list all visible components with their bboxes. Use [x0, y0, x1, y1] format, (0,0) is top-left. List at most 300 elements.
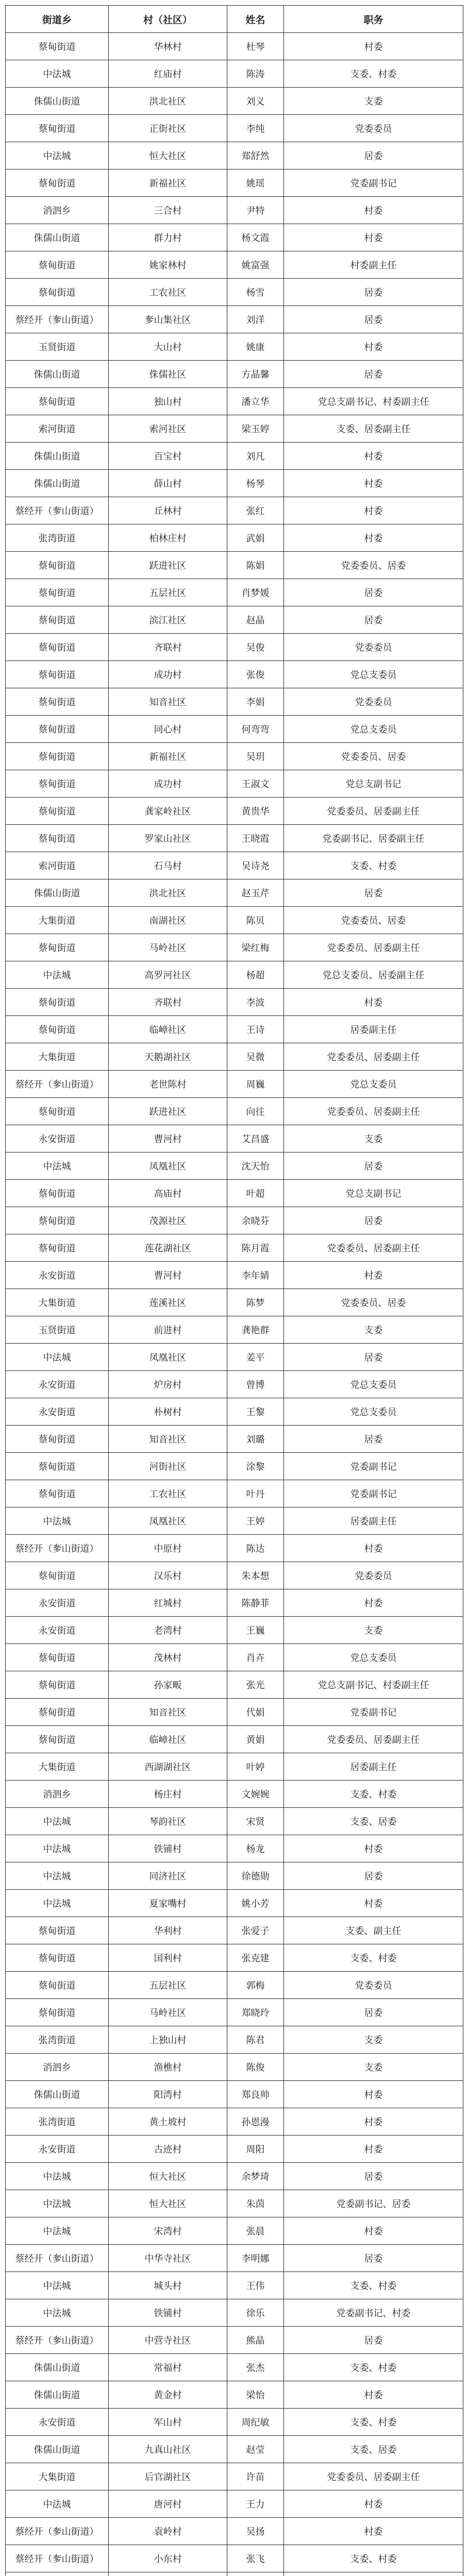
- table-row: [6, 2026, 463, 2054]
- cell-street: 蔡经开（奓山街道）: [6, 306, 109, 333]
- cell-village: 华林村: [109, 33, 227, 60]
- table-row: [6, 1999, 463, 2026]
- table-row: [6, 33, 463, 60]
- table-row: [6, 170, 463, 197]
- cell-position: 村委: [284, 197, 463, 224]
- cell-street: 大集街道: [6, 1289, 109, 1316]
- cell-position: 支委、村委: [284, 60, 463, 88]
- cell-name: 陈俊: [227, 2054, 284, 2081]
- cell-village: 百宝村: [109, 443, 227, 470]
- cell-name: 赵晶: [227, 606, 284, 634]
- cell-village: 小东村: [109, 2545, 227, 2572]
- cell-position: 居委: [284, 2163, 463, 2190]
- cell-position: 居委: [284, 879, 463, 907]
- cell-position: 党委委员、居委: [284, 552, 463, 579]
- table-row: [6, 1617, 463, 1644]
- cell-village: [109, 2572, 227, 2576]
- cell-name: 沈天怡: [227, 1153, 284, 1180]
- cell-position: 党总支委员: [284, 1371, 463, 1398]
- cell-name: 熊晶: [227, 2327, 284, 2354]
- cell-village: 西湖湖社区: [109, 1753, 227, 1781]
- table-row: [6, 770, 463, 798]
- cell-street: 蔡甸街道: [6, 1016, 109, 1043]
- cell-position: 党总支委员: [284, 1644, 463, 1671]
- cell-position: 党总支委员: [284, 661, 463, 688]
- cell-street: 侏儒山街道: [6, 2436, 109, 2463]
- cell-name: 黄娟: [227, 1726, 284, 1753]
- cell-street: 蔡甸街道: [6, 1453, 109, 1480]
- cell-name: 张飞: [227, 2545, 284, 2572]
- cell-position: [284, 2572, 463, 2576]
- cell-position: 支委、村委: [284, 2409, 463, 2436]
- cell-village: 丘林村: [109, 497, 227, 524]
- cell-village: 上独山村: [109, 2026, 227, 2054]
- cell-name: 杨琴: [227, 470, 284, 497]
- cell-street: 大集街道: [6, 2463, 109, 2490]
- cell-position: 党委副书记: [284, 170, 463, 197]
- cell-name: 王黎: [227, 1398, 284, 1426]
- table-row: [6, 2163, 463, 2190]
- cell-village: 正街社区: [109, 115, 227, 142]
- table-row: [6, 2217, 463, 2245]
- cell-village: 黄金村: [109, 2381, 227, 2409]
- table-row: [6, 1972, 463, 1999]
- cell-position: 党委委员、居委副主任: [284, 1098, 463, 1125]
- cell-position: 村委: [284, 1835, 463, 1862]
- cell-street: 蔡甸街道: [6, 743, 109, 770]
- cell-name: 张光: [227, 1671, 284, 1699]
- cell-village: 侏儒社区: [109, 361, 227, 388]
- cell-name: 李明娜: [227, 2245, 284, 2272]
- cell-name: 周阳: [227, 2136, 284, 2163]
- cell-street: 蔡经开（奓山街道）: [6, 2327, 109, 2354]
- cell-village: 石马村: [109, 852, 227, 879]
- cell-position: 村委: [284, 2518, 463, 2545]
- cell-position: 居委副主任: [284, 1753, 463, 1781]
- cell-street: 侏儒山街道: [6, 2081, 109, 2108]
- table-row: [6, 606, 463, 634]
- table-row: [6, 142, 463, 170]
- cell-village: 夏家嘴村: [109, 1890, 227, 1917]
- cell-name: 文婉婉: [227, 1781, 284, 1808]
- table-row: [6, 1043, 463, 1071]
- cell-name: 吴微: [227, 1043, 284, 1071]
- cell-name: 姚康: [227, 333, 284, 361]
- cell-position: 党委副书记、村委: [284, 2299, 463, 2327]
- table-row: [6, 879, 463, 907]
- table-row: [6, 1071, 463, 1098]
- table-row: [6, 2299, 463, 2327]
- cell-village: 索河社区: [109, 415, 227, 443]
- table-row: [6, 1289, 463, 1316]
- cell-street: 消泗乡: [6, 1781, 109, 1808]
- cell-village: 五层社区: [109, 579, 227, 606]
- cell-village: 跃进社区: [109, 552, 227, 579]
- cell-village: 洪北社区: [109, 879, 227, 907]
- table-row: [6, 2054, 463, 2081]
- cell-village: 罗家山社区: [109, 825, 227, 852]
- table-row: [6, 2108, 463, 2136]
- cell-street: 玉贤街道: [6, 1316, 109, 1344]
- cell-position: 党委委员、居委副主任: [284, 2463, 463, 2490]
- cell-village: 阳湾村: [109, 2081, 227, 2108]
- cell-street: 蔡经开（奓山街道）: [6, 2518, 109, 2545]
- table-row: [6, 2436, 463, 2463]
- cell-position: 支委、村委: [284, 1944, 463, 1972]
- table-row: [6, 1234, 463, 1262]
- cell-position: 村委: [284, 1535, 463, 1562]
- cell-street: 中法城: [6, 1344, 109, 1371]
- cell-street: 蔡甸街道: [6, 1999, 109, 2026]
- cell-street: 蔡甸街道: [6, 115, 109, 142]
- cell-position: 党委副书记: [284, 1480, 463, 1507]
- cell-name: 吴扬: [227, 2518, 284, 2545]
- cell-street: 侏儒山街道: [6, 2354, 109, 2381]
- roster-sheet: [5, 5, 463, 2576]
- cell-street: 大集街道: [6, 1043, 109, 1071]
- cell-village: 新福社区: [109, 170, 227, 197]
- header-position: 职务: [284, 6, 463, 33]
- cell-village: 临嶂社区: [109, 1726, 227, 1753]
- cell-street: 侏儒山街道: [6, 470, 109, 497]
- table-row: [6, 661, 463, 688]
- table-row: [6, 1398, 463, 1426]
- cell-village: 古迹村: [109, 2136, 227, 2163]
- cell-name: 张克建: [227, 1944, 284, 1972]
- cell-village: 跃进社区: [109, 1098, 227, 1125]
- cell-name: 方晶馨: [227, 361, 284, 388]
- cell-name: 王婷: [227, 1507, 284, 1535]
- cell-village: 薛山村: [109, 470, 227, 497]
- cell-street: 蔡甸街道: [6, 1644, 109, 1671]
- cell-name: 代娟: [227, 1699, 284, 1726]
- table-row: [6, 1890, 463, 1917]
- cell-village: 中营寺社区: [109, 2327, 227, 2354]
- cell-village: 宋湾村: [109, 2217, 227, 2245]
- cell-name: 吴玥: [227, 743, 284, 770]
- cell-village: 工农社区: [109, 1480, 227, 1507]
- cell-name: 李纯: [227, 115, 284, 142]
- cell-position: 村委: [284, 2217, 463, 2245]
- table-row: [6, 852, 463, 879]
- table-row: [6, 60, 463, 88]
- cell-street: 中法城: [6, 961, 109, 989]
- cell-village: 中华寺社区: [109, 2245, 227, 2272]
- cell-street: 蔡经开（奓山街道）: [6, 2545, 109, 2572]
- cell-position: 村委: [284, 1890, 463, 1917]
- cell-street: 蔡甸街道: [6, 279, 109, 306]
- cell-position: 居委: [284, 2327, 463, 2354]
- cell-village: 军山村: [109, 2409, 227, 2436]
- table-row: [6, 443, 463, 470]
- cell-position: 党委委员、居委副主任: [284, 1726, 463, 1753]
- cell-name: 杜琴: [227, 33, 284, 60]
- cell-position: 支委: [284, 1316, 463, 1344]
- cell-street: 中法城: [6, 2163, 109, 2190]
- table-row: [6, 552, 463, 579]
- table-row: [6, 2545, 463, 2572]
- cell-position: 党委委员、居委副主任: [284, 1043, 463, 1071]
- table-row: [6, 524, 463, 552]
- cell-name: 陈月霞: [227, 1234, 284, 1262]
- cell-name: 余晓芬: [227, 1207, 284, 1234]
- cell-name: 李波: [227, 989, 284, 1016]
- table-row: [6, 2190, 463, 2217]
- cell-position: 居委: [284, 142, 463, 170]
- cell-street: 蔡甸街道: [6, 825, 109, 852]
- table-row: [6, 88, 463, 115]
- cell-position: 居委副主任: [284, 1507, 463, 1535]
- cell-position: 支委、村委: [284, 2545, 463, 2572]
- cell-street: 中法城: [6, 1808, 109, 1835]
- cell-name: 赵莹: [227, 2436, 284, 2463]
- cell-street: 侏儒山街道: [6, 224, 109, 251]
- table-row: [6, 2518, 463, 2545]
- cell-street: 蔡甸街道: [6, 1207, 109, 1234]
- cell-street: 蔡甸街道: [6, 1562, 109, 1589]
- cell-village: 茂源社区: [109, 1207, 227, 1234]
- table-row: [6, 279, 463, 306]
- cell-name: 刘凡: [227, 443, 284, 470]
- cell-street: 侏儒山街道: [6, 88, 109, 115]
- cell-village: 龚家岭社区: [109, 798, 227, 825]
- cell-name: 孙恩漫: [227, 2108, 284, 2136]
- cell-position: 党委委员、居委副主任: [284, 934, 463, 961]
- table-row: [6, 688, 463, 716]
- table-row: [6, 2245, 463, 2272]
- cell-position: 党委委员、居委副主任: [284, 798, 463, 825]
- table-row: [6, 497, 463, 524]
- cell-street: 中法城: [6, 60, 109, 88]
- table-row: [6, 470, 463, 497]
- cell-village: 马岭社区: [109, 1999, 227, 2026]
- cell-village: 大山村: [109, 333, 227, 361]
- table-row: [6, 361, 463, 388]
- cell-village: 华利村: [109, 1917, 227, 1944]
- table-row: [6, 1917, 463, 1944]
- cell-name: 杨龙: [227, 1835, 284, 1862]
- cell-street: 中法城: [6, 1835, 109, 1862]
- cell-position: 党委委员、居委: [284, 907, 463, 934]
- cell-street: 张湾街道: [6, 2108, 109, 2136]
- cell-name: 王巍: [227, 1617, 284, 1644]
- cell-position: 居委: [284, 2245, 463, 2272]
- table-row: [6, 743, 463, 770]
- cell-street: 蔡甸街道: [6, 1180, 109, 1207]
- cell-name: 郭梅: [227, 1972, 284, 1999]
- cell-village: 凤凰社区: [109, 1507, 227, 1535]
- cell-street: 中法城: [6, 142, 109, 170]
- cell-street: 中法城: [6, 1153, 109, 1180]
- cell-street: [6, 2572, 109, 2576]
- table-row: [6, 1207, 463, 1234]
- cell-village: 三合村: [109, 197, 227, 224]
- cell-street: 永安街道: [6, 1589, 109, 1617]
- cell-position: 村委: [284, 470, 463, 497]
- cell-street: 永安街道: [6, 1371, 109, 1398]
- cell-village: 孙家畈: [109, 1671, 227, 1699]
- cell-street: 蔡甸街道: [6, 1671, 109, 1699]
- cell-village: 知音社区: [109, 688, 227, 716]
- table-row: [6, 2381, 463, 2409]
- cell-position: 党委副书记: [284, 1699, 463, 1726]
- cell-position: 村委: [284, 224, 463, 251]
- table-row: [6, 1453, 463, 1480]
- cell-position: 居委: [284, 1862, 463, 1890]
- cell-name: 曾博: [227, 1371, 284, 1398]
- cell-name: 李年婧: [227, 1262, 284, 1289]
- cell-village: 凤凰社区: [109, 1344, 227, 1371]
- cell-position: 支委: [284, 2054, 463, 2081]
- cell-position: 支委、居委: [284, 1808, 463, 1835]
- cell-name: 余梦琦: [227, 2163, 284, 2190]
- cell-position: 村委: [284, 2081, 463, 2108]
- cell-position: 党总支委员: [284, 1398, 463, 1426]
- cell-name: 周巍: [227, 1071, 284, 1098]
- cell-name: 叶丹: [227, 1480, 284, 1507]
- cell-position: 支委: [284, 88, 463, 115]
- table-row: [6, 1644, 463, 1671]
- cell-village: 知音社区: [109, 1699, 227, 1726]
- cell-village: 朴树村: [109, 1398, 227, 1426]
- cell-name: 郑良帅: [227, 2081, 284, 2108]
- cell-village: 袁岭村: [109, 2518, 227, 2545]
- table-row: [6, 934, 463, 961]
- cell-name: 张晨: [227, 2217, 284, 2245]
- cell-street: 蔡甸街道: [6, 1480, 109, 1507]
- cell-position: 支委: [284, 2026, 463, 2054]
- cell-street: 索河街道: [6, 852, 109, 879]
- table-row: [6, 2409, 463, 2436]
- cell-village: 成功村: [109, 770, 227, 798]
- cell-village: 前进村: [109, 1316, 227, 1344]
- cell-name: 朱茵: [227, 2190, 284, 2217]
- cell-name: 张俊: [227, 661, 284, 688]
- cell-position: 居委: [284, 1999, 463, 2026]
- cell-position: 居委: [284, 361, 463, 388]
- cell-name: 武娟: [227, 524, 284, 552]
- cell-position: 党总支委员: [284, 716, 463, 743]
- cell-street: 蔡甸街道: [6, 989, 109, 1016]
- cell-village: 恒大社区: [109, 2163, 227, 2190]
- cell-village: 老湾村: [109, 1617, 227, 1644]
- cell-street: 侏儒山街道: [6, 2381, 109, 2409]
- cell-name: 陈涛: [227, 60, 284, 88]
- cell-name: 黄贵华: [227, 798, 284, 825]
- cell-name: 周纪敏: [227, 2409, 284, 2436]
- cell-position: 居委: [284, 1207, 463, 1234]
- cell-name: 梁怡: [227, 2381, 284, 2409]
- cell-name: 吴俊: [227, 634, 284, 661]
- header-street: 街道乡: [6, 6, 109, 33]
- cell-name: 陈君: [227, 2026, 284, 2054]
- cell-village: 高庙村: [109, 1180, 227, 1207]
- cell-position: 党委副书记: [284, 1453, 463, 1480]
- cell-position: 村委: [284, 497, 463, 524]
- cell-name: 郑晓玲: [227, 1999, 284, 2026]
- cell-position: 村委: [284, 1262, 463, 1289]
- cell-street: 中法城: [6, 1890, 109, 1917]
- cell-name: 陈达: [227, 1535, 284, 1562]
- table-row: [6, 251, 463, 279]
- cell-street: 蔡甸街道: [6, 388, 109, 415]
- cell-position: 党委委员、居委副主任: [284, 1234, 463, 1262]
- cell-village: 渔樵村: [109, 2054, 227, 2081]
- cell-village: 成功村: [109, 661, 227, 688]
- cell-village: 柏林庄村: [109, 524, 227, 552]
- cell-position: 支委: [284, 1617, 463, 1644]
- table-row: [6, 1125, 463, 1153]
- cell-name: 梁红梅: [227, 934, 284, 961]
- cell-village: 同心村: [109, 716, 227, 743]
- cell-street: 蔡甸街道: [6, 1098, 109, 1125]
- cell-position: 党委委员: [284, 1562, 463, 1589]
- cell-position: 党委委员: [284, 1972, 463, 1999]
- cell-position: 党总支委员、居委副主任: [284, 961, 463, 989]
- cell-position: 支委、村委: [284, 2272, 463, 2299]
- cell-name: [227, 2572, 284, 2576]
- table-row: [6, 1535, 463, 1562]
- table-row: [6, 961, 463, 989]
- cell-street: 消泗乡: [6, 197, 109, 224]
- cell-name: 姚小芳: [227, 1890, 284, 1917]
- cell-village: 齐联村: [109, 634, 227, 661]
- table-row: [6, 1153, 463, 1180]
- cell-village: 工农社区: [109, 279, 227, 306]
- table-row: [6, 306, 463, 333]
- cell-name: 张爱子: [227, 1917, 284, 1944]
- cell-street: 蔡甸街道: [6, 770, 109, 798]
- cell-name: 杨雪: [227, 279, 284, 306]
- table-row: [6, 2327, 463, 2354]
- cell-street: 永安街道: [6, 2136, 109, 2163]
- cell-name: 叶婷: [227, 1753, 284, 1781]
- table-row: [6, 115, 463, 142]
- cell-street: 中法城: [6, 1507, 109, 1535]
- cell-village: 黄土坡村: [109, 2108, 227, 2136]
- cell-village: 曹河村: [109, 1262, 227, 1289]
- cell-street: 蔡甸街道: [6, 634, 109, 661]
- cell-name: 潘立华: [227, 388, 284, 415]
- cell-name: 王晓霞: [227, 825, 284, 852]
- cell-street: 中法城: [6, 2299, 109, 2327]
- cell-position: 居委: [284, 606, 463, 634]
- cell-village: 齐联村: [109, 989, 227, 1016]
- cell-position: 村委: [284, 2381, 463, 2409]
- table-row: [6, 2354, 463, 2381]
- cell-street: 蔡甸街道: [6, 1944, 109, 1972]
- cell-street: 索河街道: [6, 415, 109, 443]
- cell-street: 张湾街道: [6, 524, 109, 552]
- cell-street: 永安街道: [6, 1262, 109, 1289]
- table-row: [6, 1016, 463, 1043]
- cell-position: 村委: [284, 1589, 463, 1617]
- table-row: [6, 388, 463, 415]
- cell-village: 河街社区: [109, 1453, 227, 1480]
- cell-name: 杨超: [227, 961, 284, 989]
- cell-street: 中法城: [6, 2190, 109, 2217]
- cell-village: 南湖社区: [109, 907, 227, 934]
- cell-village: 茂林村: [109, 1644, 227, 1671]
- cell-position: 支委、副主任: [284, 1917, 463, 1944]
- cell-position: 村委: [284, 443, 463, 470]
- cell-street: 中法城: [6, 2490, 109, 2518]
- cell-street: 玉贤街道: [6, 333, 109, 361]
- cell-street: 蔡甸街道: [6, 579, 109, 606]
- table-row: [6, 2490, 463, 2518]
- table-row: [6, 1699, 463, 1726]
- cell-position: 党总支副书记: [284, 1180, 463, 1207]
